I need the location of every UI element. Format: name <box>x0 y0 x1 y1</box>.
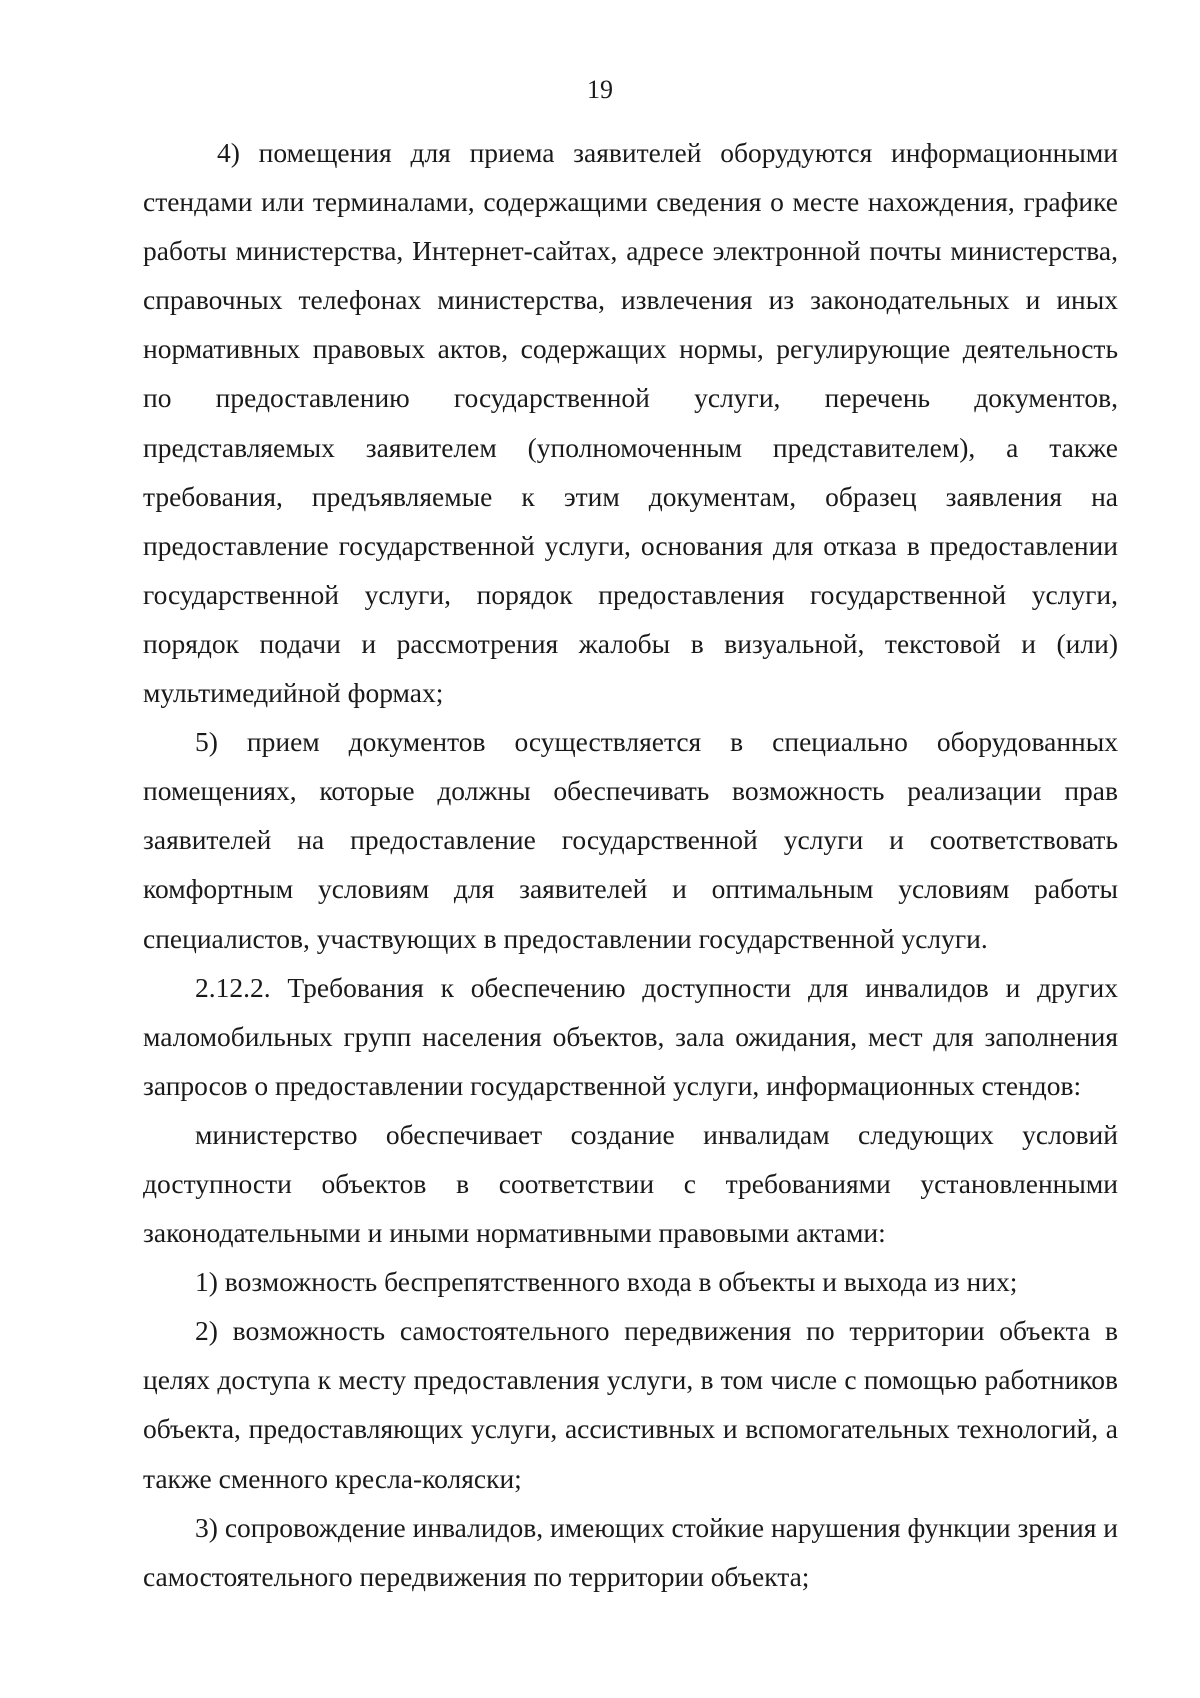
paragraph-item-4: 4) помещения для приема заявителей оборудуются информационными стендами или терминалами, содержащими сведения о месте нахождения, графике работы министерства, Интернет-сайтах, адресе электронной почты министерства, справочных телефонах министерства, извлечения из законодательных и иных нормативных правовых актов, содержащих нормы, регулирующие деятельность по предоставлению государственной услуги, перечень документов, представляемых заявителем (уполномоченным представителем), а также требования, предъявляемые к этим документам, образец заявления на предоставление государственной услуги, основания для отказа в предоставлении государственной услуги, порядок предоставления государственной услуги, порядок подачи и рассмотрения жалобы в визуальной, текстовой и (или) мультимедийной формах; <box>143 137 1118 709</box>
list-item-2: 2) возможность самостоятельного передвижения по территории объекта в целях доступа к месту предоставления услуги, в том числе с помощью работников объекта, предоставляющих услуги, ассистивных и вспомогательных технологий, а также сменного кресла-коляски; <box>143 1315 1118 1494</box>
paragraph-ministry-obligations: министерство обеспечивает создание инвалидам следующих условий доступности объектов в соответствии с требованиями установленными законодательными и иными нормативными правовыми актами: <box>143 1118 1118 1249</box>
paragraph-item-5: 5) прием документов осуществляется в специально оборудованных помещениях, которые должны обеспечивать возможность реализации прав заявителей на предоставление государственной услуги и соответствовать комфортным условиям для заявителей и оптимальным условиям работы специалистов, участвующих в предоставлении государственной услуги. <box>143 726 1118 954</box>
document-body <box>143 128 1118 1601</box>
list-item-3: 3) сопровождение инвалидов, имеющих стойкие нарушения функции зрения и самостоятельного передвижения по территории объекта; <box>143 1511 1118 1592</box>
page-number: 19 <box>587 75 613 104</box>
list-item-1: 1) возможность беспрепятственного входа в объекты и выхода из них; <box>195 1266 1018 1298</box>
paragraph-section-2-12-2: 2.12.2. Требования к обеспечению доступности для инвалидов и других маломобильных групп населения объектов, зала ожидания, мест для заполнения запросов о предоставлении государственной услуги, информационных стендов: <box>143 971 1118 1101</box>
